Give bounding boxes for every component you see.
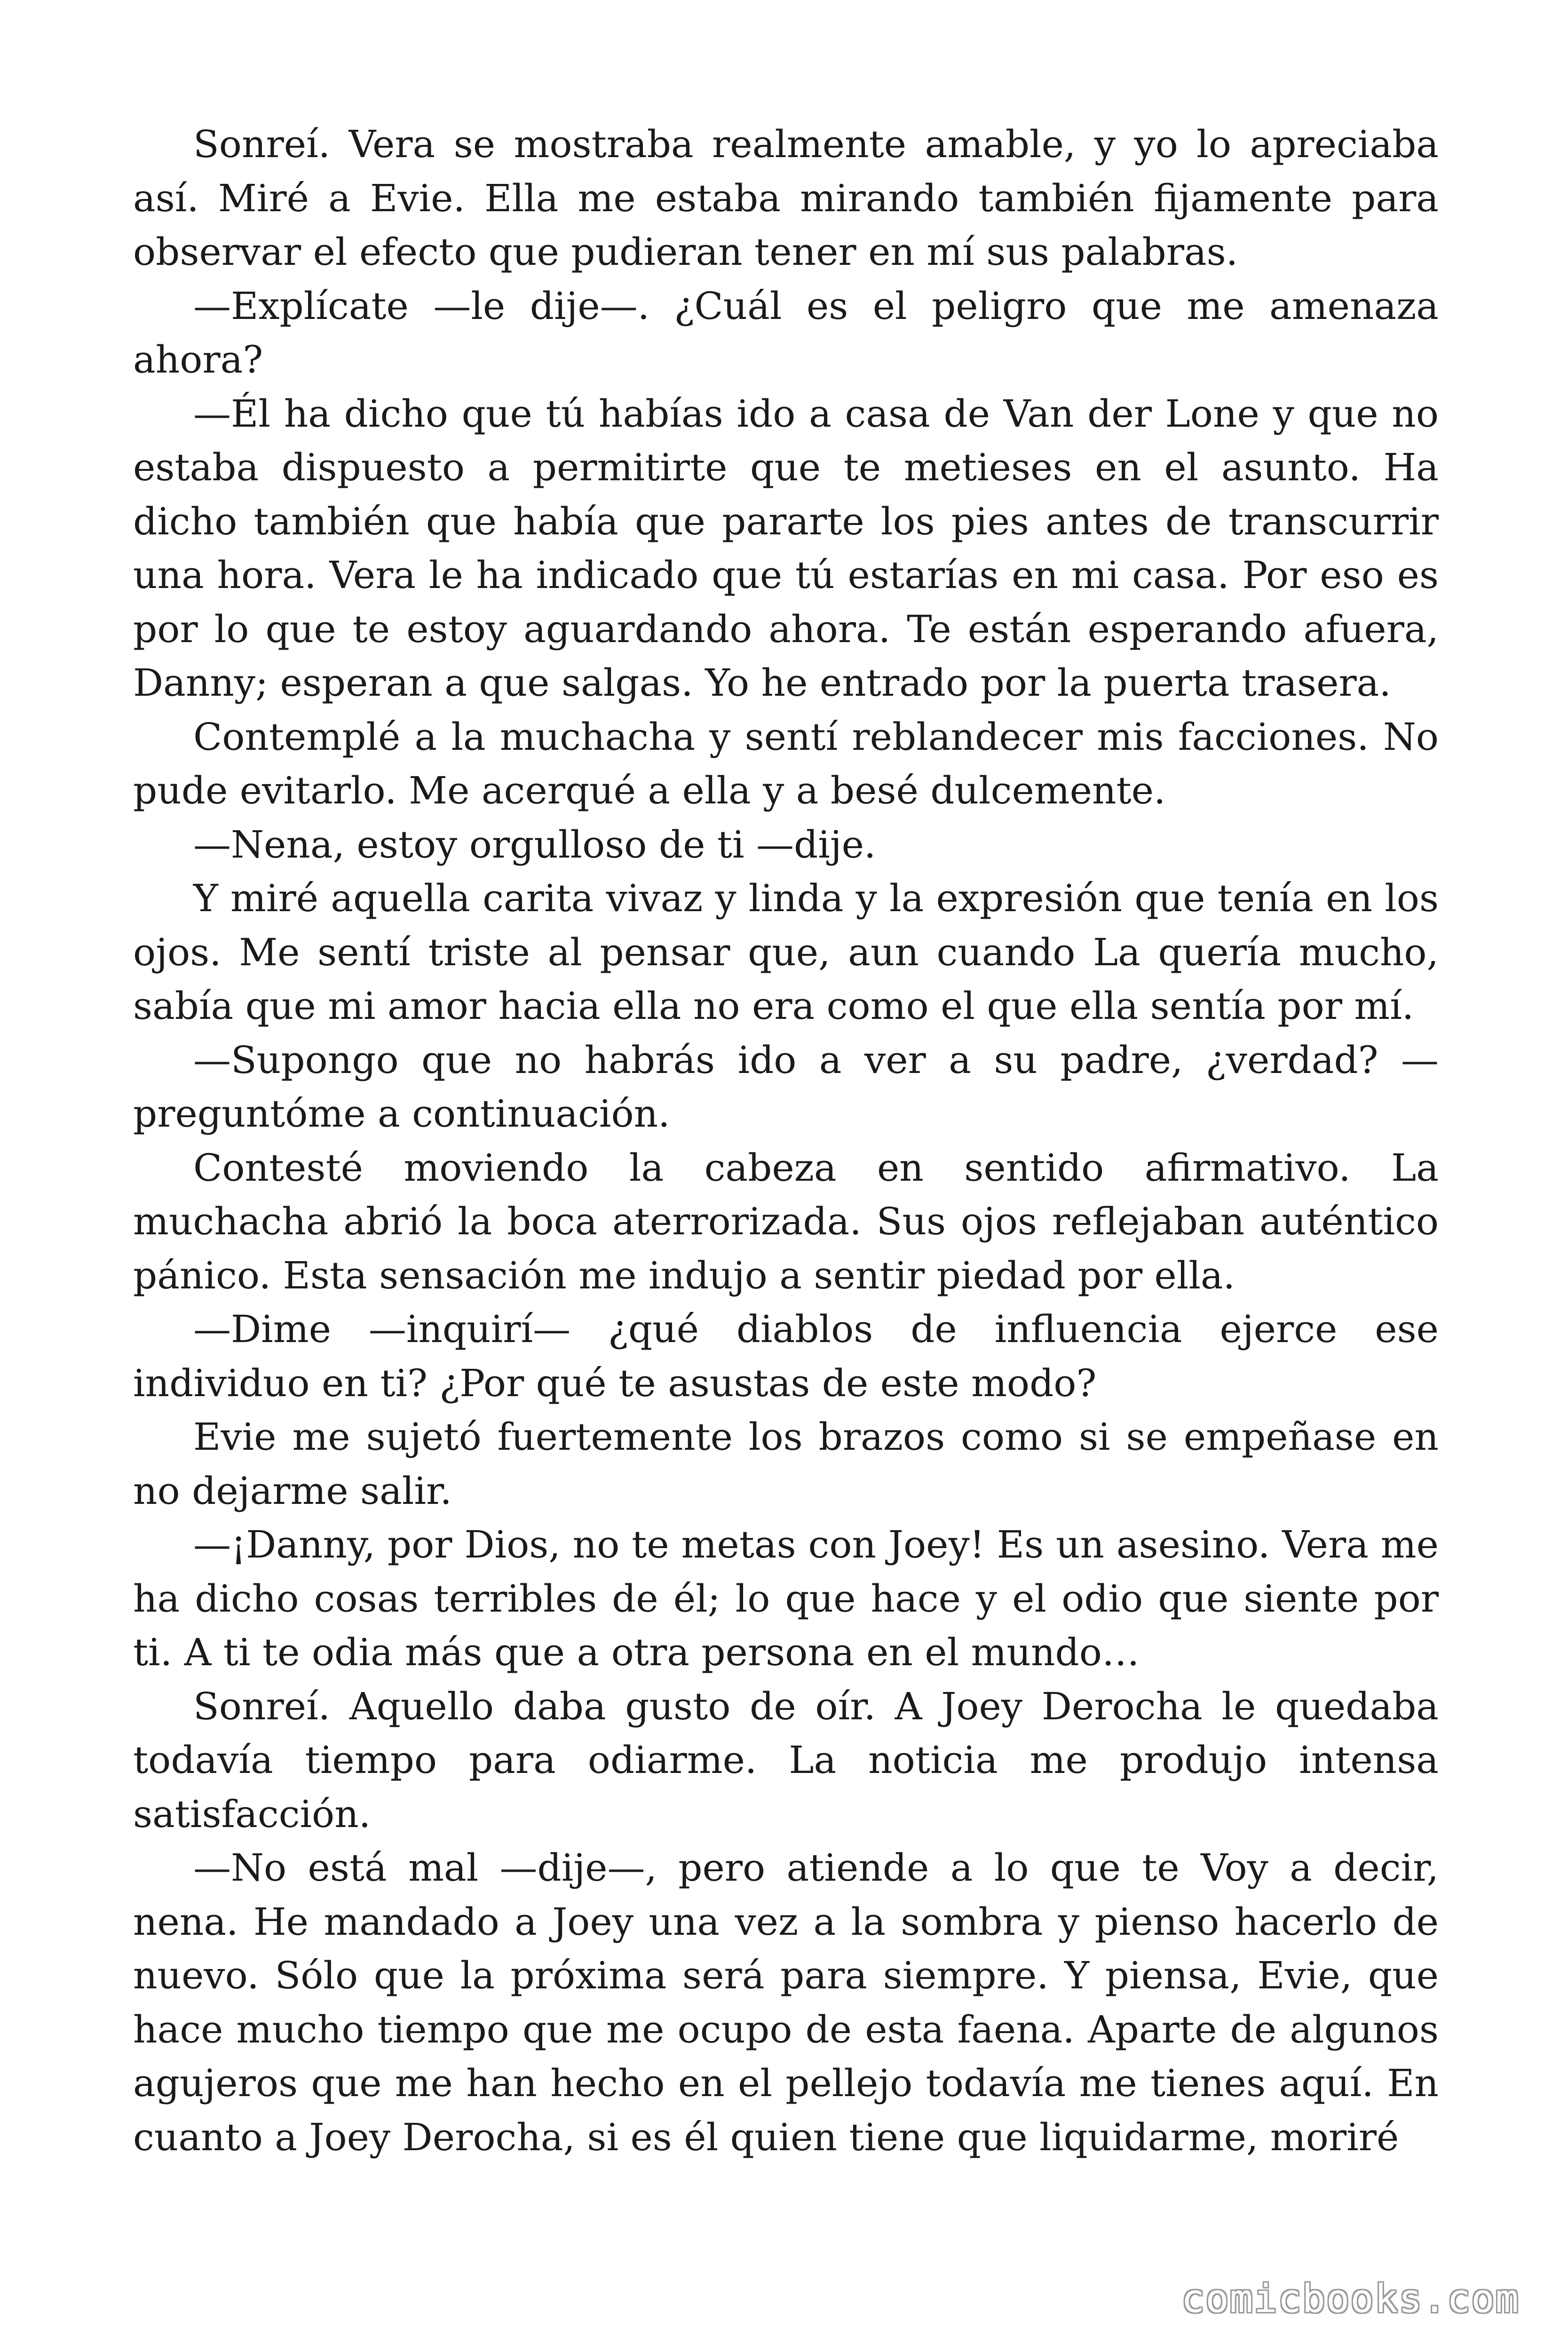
paragraph-2: —Explícate —le dije—. ¿Cuál es el peligro que me amenaza ahora? bbox=[133, 284, 1439, 381]
paragraph-6: Y miré aquella carita vivaz y linda y la expresión que tenía en los ojos. Me sentí triste al pensar que, aun cuando La quería mucho, sabía que mi amor hacia ella no era como el que ella sentía por mí. bbox=[133, 876, 1439, 1028]
paragraph-7: —Supongo que no habrás ido a ver a su padre, ¿verdad? —preguntóme a continuación. bbox=[133, 1038, 1439, 1136]
paragraph-1: Sonreí. Vera se mostraba realmente amable, y yo lo apreciaba así. Miré a Evie. Ella me estaba mirando también fijamente para observar el efecto que pudieran tener en mí sus palabras. bbox=[133, 122, 1439, 274]
paragraph-4: Contemplé a la muchacha y sentí reblandecer mis facciones. No pude evitarlo. Me acerqué a ella y a besé dulcemente. bbox=[133, 715, 1439, 812]
paragraph-10: Evie me sujetó fuertemente los brazos como si se empeñase en no dejarme salir. bbox=[133, 1415, 1439, 1513]
watermark-text: comicbooks.com bbox=[1181, 2277, 1520, 2321]
paragraph-3: —Él ha dicho que tú habías ido a casa de Van der Lone y que no estaba dispuesto a permitirte que te metieses en el asunto. Ha dicho también que había que pararte los pies antes de transcurrir una hora. Vera le ha indicado que tú estarías en mi casa. Por eso es por lo que te estoy aguardando ahora. Te están esperando afuera, Danny; esperan a que salgas. Yo he entrado por la puerta trasera. bbox=[133, 391, 1439, 705]
paragraph-11: —¡Danny, por Dios, no te metas con Joey! Es un asesino. Vera me ha dicho cosas terribles de él; lo que hace y el odio que siente por ti. A ti te odia más que a otra persona en el mundo… bbox=[133, 1523, 1439, 1674]
paragraph-13: —No está mal —dije—, pero atiende a lo que te Voy a decir, nena. He mandado a Joey una vez a la sombra y pienso hacerlo de nuevo. Sólo que la próxima será para siempre. Y piensa, Evie, que hace mucho tiempo que me ocupo de esta faena. Aparte de algunos agujeros que me han hecho en el pellejo todavía me tienes aquí. En cuanto a Joey Derocha, si es él quien tiene que liquidarme, moriré bbox=[133, 1846, 1439, 2159]
paragraph-8: Contesté moviendo la cabeza en sentido afirmativo. La muchacha abrió la boca aterrorizada. Sus ojos reflejaban auténtico pánico. Esta sensación me indujo a sentir piedad por ella. bbox=[133, 1145, 1439, 1297]
paragraph-5: —Nena, estoy orgulloso de ti —dije. bbox=[193, 822, 876, 866]
paragraph-9: —Dime —inquirí— ¿qué diablos de influencia ejerce ese individuo en ti? ¿Por qué te asustas de este modo? bbox=[133, 1307, 1439, 1405]
paragraph-12: Sonreí. Aquello daba gusto de oír. A Joey Derocha le quedaba todavía tiempo para odiarme. La noticia me produjo intensa satisfacción. bbox=[133, 1684, 1439, 1836]
body-text bbox=[133, 118, 1439, 2164]
